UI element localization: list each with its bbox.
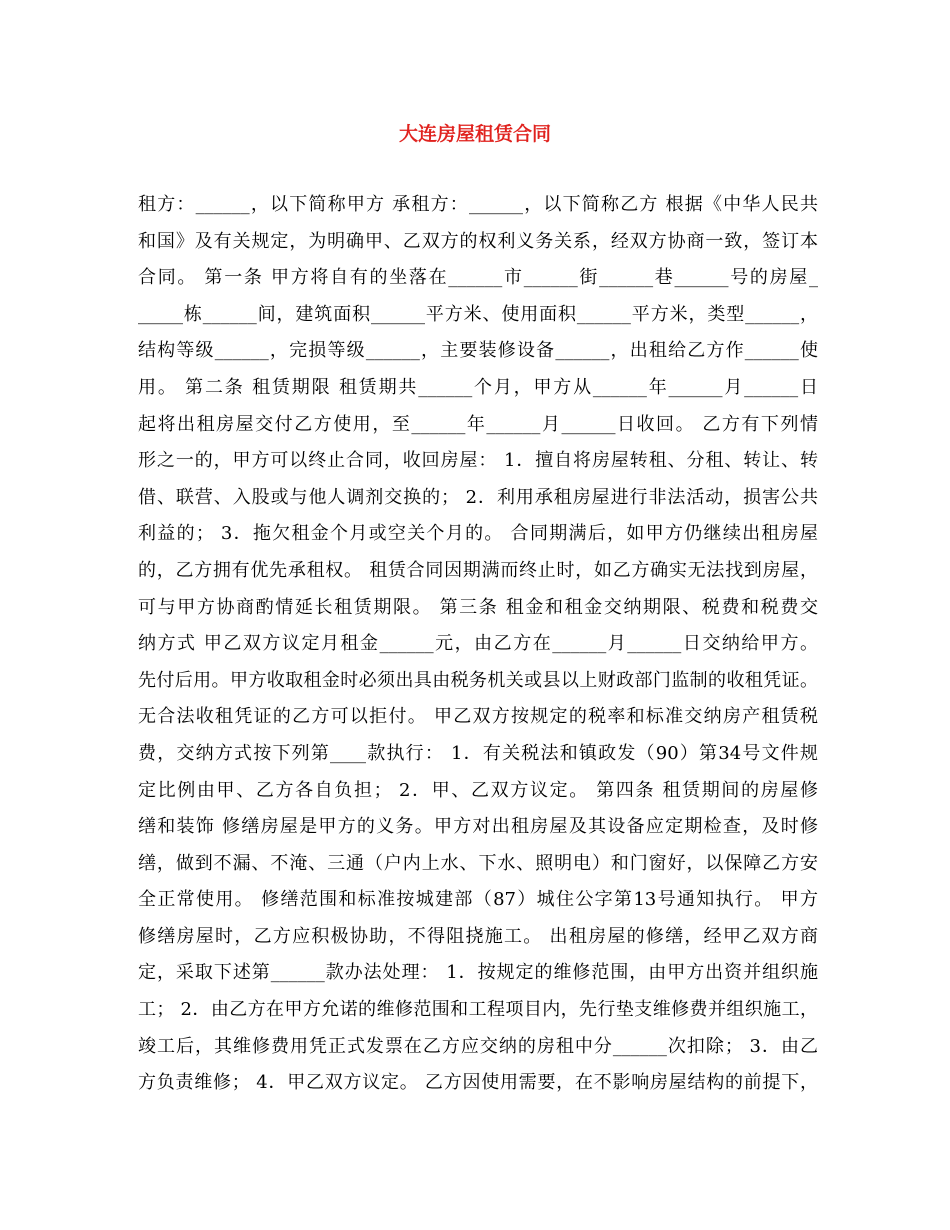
body-line: 全正常使用。 修缮范围和标准按城建部（87）城住公字第13号通知执行。 甲方 <box>138 889 818 911</box>
body-line: _____栋______间，建筑面积______平方米、使用面积______平方米，类型______， <box>138 303 818 325</box>
body-line: 和国》及有关规定，为明确甲、乙双方的权利义务关系，经双方协商一致，签订本 <box>138 230 818 252</box>
body-line: 可与甲方协商酌情延长租赁期限。 第三条 租金和租金交纳期限、税费和税费交 <box>138 596 818 618</box>
body-line: 竣工后，其维修费用凭正式发票在乙方应交纳的房租中分______次扣除； 3．由乙 <box>138 1035 818 1057</box>
body-line: 方负责维修； 4．甲乙双方议定。 乙方因使用需要，在不影响房屋结构的前提下， <box>138 1072 818 1094</box>
body-line: 合同。 第一条 甲方将自有的坐落在______市______街______巷______号的房屋_ <box>138 267 818 289</box>
document-title: 大连房屋租赁合同 <box>398 123 551 145</box>
body-line: 缮，做到不漏、不淹、三通（户内上水、下水、照明电）和门窗好，以保障乙方安 <box>138 852 818 874</box>
body-line: 修缮房屋时，乙方应积极协助，不得阻挠施工。 出租房屋的修缮，经甲乙双方商 <box>138 925 818 947</box>
document-body <box>138 187 818 1102</box>
body-line: 起将出租房屋交付乙方使用，至______年______月______日收回。 乙方有下列情 <box>138 413 818 435</box>
body-line: 定比例由甲、乙方各自负担； 2．甲、乙双方议定。 第四条 租赁期间的房屋修 <box>138 779 818 801</box>
body-line: 工； 2．由乙方在甲方允诺的维修范围和工程项目内，先行垫支维修费并组织施工， <box>138 999 818 1021</box>
body-line: 定，采取下述第______款办法处理： 1．按规定的维修范围，由甲方出资并组织施 <box>138 962 818 984</box>
body-line: 的，乙方拥有优先承租权。 租赁合同因期满而终止时，如乙方确实无法找到房屋， <box>138 559 818 581</box>
body-line: 借、联营、入股或与他人调剂交换的； 2．利用承租房屋进行非法活动，损害公共 <box>138 486 818 508</box>
body-line: 用。 第二条 租赁期限 租赁期共______个月，甲方从______年______月______日 <box>138 376 818 398</box>
body-line: 缮和装饰 修缮房屋是甲方的义务。甲方对出租房屋及其设备应定期检查，及时修 <box>138 816 818 838</box>
body-line: 先付后用。甲方收取租金时必须出具由税务机关或县以上财政部门监制的收租凭证。 <box>138 669 818 691</box>
body-line: 纳方式 甲乙双方议定月租金______元，由乙方在______月______日交纳给甲方。 <box>138 633 818 655</box>
body-line: 费，交纳方式按下列第____款执行： 1．有关税法和镇政发（90）第34号文件规 <box>138 742 818 764</box>
body-line: 无合法收租凭证的乙方可以拒付。 甲乙双方按规定的税率和标准交纳房产租赁税 <box>138 706 818 728</box>
body-line: 利益的； 3．拖欠租金个月或空关个月的。 合同期满后，如甲方仍继续出租房屋 <box>138 523 818 545</box>
body-line: 租方：______，以下简称甲方 承租方：______，以下简称乙方 根据《中华人民共 <box>138 194 818 215</box>
body-line: 结构等级______，完损等级______，主要装修设备______，出租给乙方作______使 <box>138 340 818 362</box>
body-line: 形之一的，甲方可以终止合同，收回房屋： 1．擅自将房屋转租、分租、转让、转 <box>138 450 818 472</box>
